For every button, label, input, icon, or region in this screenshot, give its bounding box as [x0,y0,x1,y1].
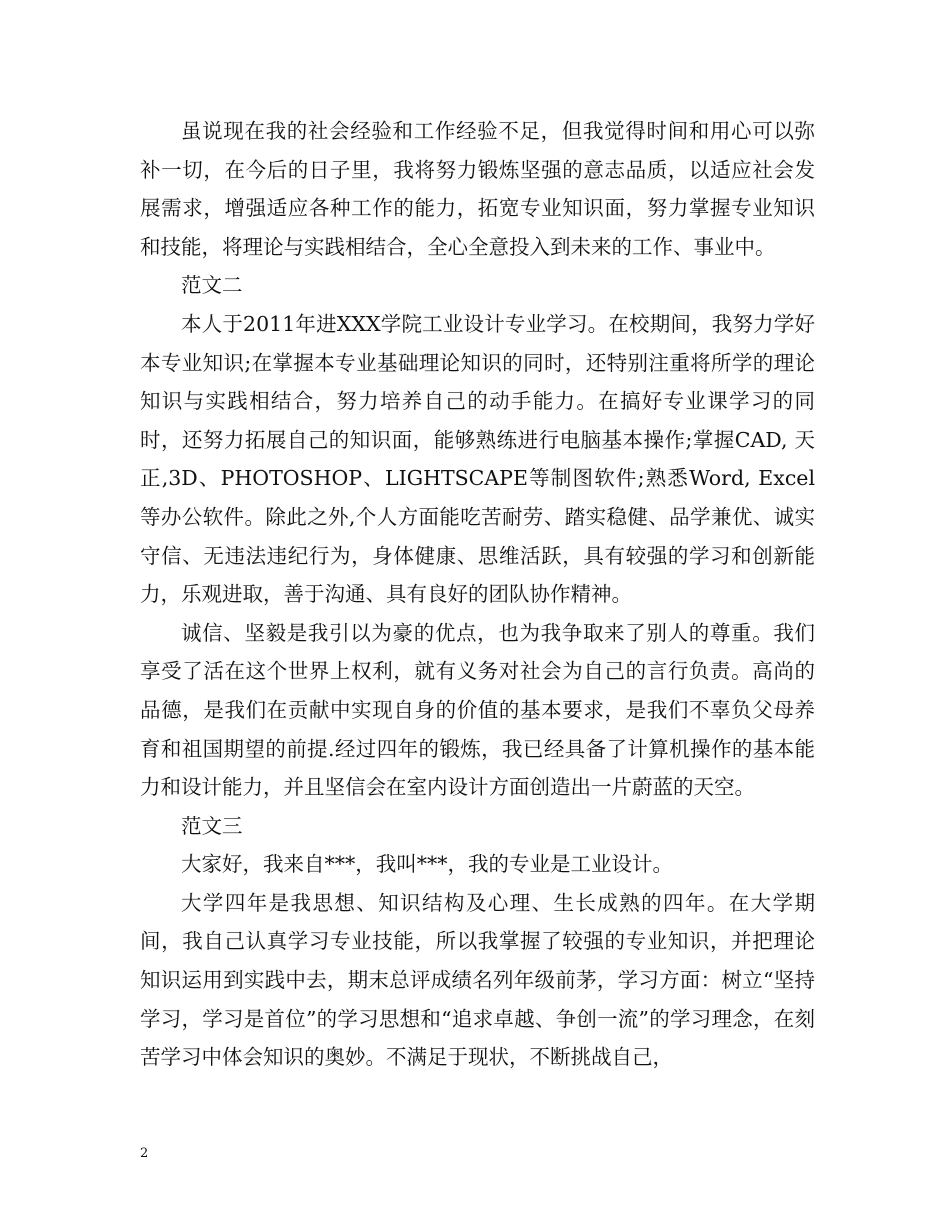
section-heading-sample-two: 范文二 [181,273,243,298]
paragraph-study-experience: 本人于2011年进XXX学院工业设计专业学习。在校期间，我努力学好本专业知识;在掌握本专业基础理论知识的同时，还特别注重将所学的理论知识与实践相结合，努力培养自己的动手能力。在搞好专业课学习的同时，还努力拓展自己的知识面，能够熟练进行电脑基本操作;掌握CAD, 天正,3D、PHOTOSHOP、LIGHTSCAPE等制图软件;熟悉Word, Excel 等办公软件。除此之外,个人方面能吃苦耐劳、踏实稳健、品学兼优、诚实守信、无违法违纪行为，身体健康、思维活跃，具有较强的学习和创新能力，乐观进取，善于沟通、具有良好的团队协作精神。 [140,311,815,607]
page-number: 2 [140,1146,149,1161]
section-heading-sample-three: 范文三 [181,813,243,838]
paragraph-closing-remarks: 虽说现在我的社会经验和工作经验不足，但我觉得时间和用心可以弥补一切，在今后的日子里，我将努力锻炼坚强的意志品质，以适应社会发展需求，增强适应各种工作的能力，拓宽专业知识面，努力掌握专业知识和技能，将理论与实践相结合，全心全意投入到未来的工作、事业中。 [140,119,815,259]
paragraph-greeting: 大家好，我来自***，我叫***，我的专业是工业设计。 [181,852,673,877]
paragraph-integrity: 诚信、坚毅是我引以为豪的优点，也为我争取来了别人的尊重。我们享受了活在这个世界上权利，就有义务对社会为自己的言行负责。高尚的品德，是我们在贡献中实现自身的价值的基本要求，是我们不辜负父母养育和祖国期望的前提.经过四年的锻炼，我已经具备了计算机操作的基本能力和设计能力，并且坚信会在室内设计方面创造出一片蔚蓝的天空。 [140,620,815,800]
document-body [140,112,815,1077]
paragraph-university-years: 大学四年是我思想、知识结构及心理、生长成熟的四年。在大学期间，我自己认真学习专业技能，所以我掌握了较强的专业知识，并把理论知识运用到实践中去，期末总评成绩名列年级前茅，学习方面：树立“坚持学习，学习是首位”的学习思想和“追求卓越、争创一流”的学习理念，在刻苦学习中体会知识的奥妙。不满足于现状，不断挑战自己， [140,890,815,1070]
